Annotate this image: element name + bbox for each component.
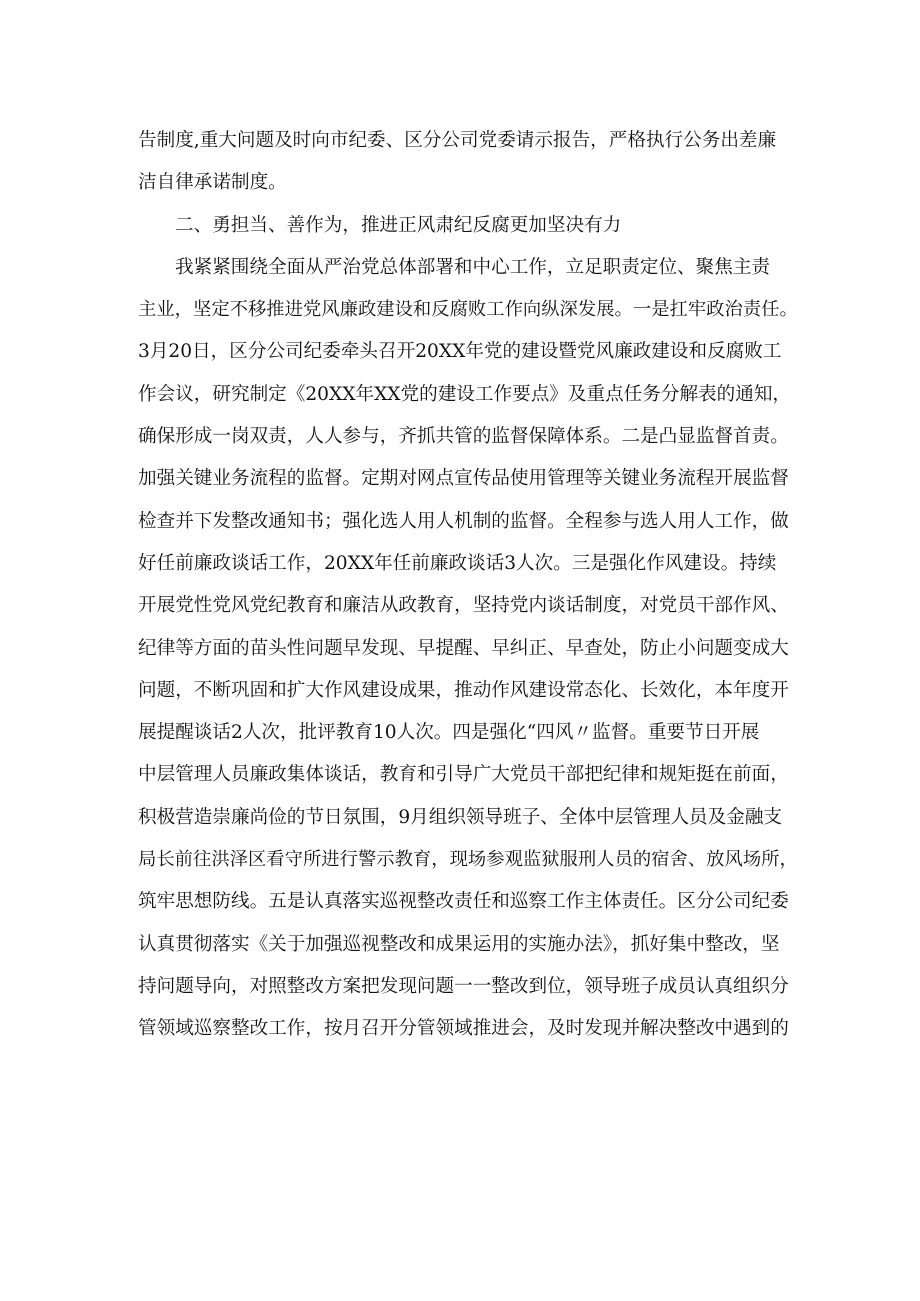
- text-line: 认真贯彻落实《关于加强巡视整改和成果运用的实施办法》，抓好集中整改，坚: [138, 933, 780, 955]
- text-line: 作会议，研究制定《20XX年XX党的建设工作要点》及重点任务分解表的通知，: [138, 383, 792, 405]
- text-line: 积极营造崇廉尚俭的节日氛围，9月组织领导班子、全体中层管理人员及金融支: [138, 806, 783, 828]
- text-line: 展提醒谈话2人次，批评教育10人次。四是强化“四风〃监督。重要节日开展: [138, 722, 760, 744]
- text-line: 管领域巡察整改工作，按月召开分管领域推进会，及时发现并解决整改中遇到的: [138, 1018, 789, 1040]
- text-line: 确保形成一岗双责，人人参与，齐抓共管的监督保障体系。二是凸显监督首责。: [138, 426, 789, 448]
- text-line: 纪律等方面的苗头性问题早发现、早提醒、早纠正、早查处，防止小问题变成大: [138, 637, 789, 659]
- text-line: 问题，不断巩固和扩大作风建设成果，推动作风建设常态化、长效化，本年度开: [138, 679, 789, 701]
- text-line: 我紧紧围绕全面从严治党总体部署和中心工作，立足职责定位、聚焦主责: [175, 256, 771, 278]
- document-body: [138, 120, 798, 1051]
- text-line: 告制度,重大问题及时向市纪委、区分公司党委请示报告，严格执行公务出差廉: [138, 130, 777, 151]
- text-line: 筑牢思想防线。五是认真落实巡视整改责任和巡察工作主体责任。区分公司纪委: [138, 891, 789, 913]
- text-line: 加强关键业务流程的监督。定期对网点宣传品使用管理等关键业务流程开展监督: [138, 468, 789, 490]
- text-line: 持问题导向，对照整改方案把发现问题一一整改到位，领导班子成员认真组织分: [138, 975, 789, 997]
- text-line: 主业，坚定不移推进党风廉政建设和反腐败工作向纵深发展。一是扛牢政治责任。: [138, 299, 798, 321]
- text-line: 开展党性党风党纪教育和廉洁从政教育，坚持党内谈话制度，对党员干部作风、: [138, 595, 789, 617]
- section-heading: 二、勇担当、善作为，推进正风肃纪反腐更加坚决有力: [175, 214, 622, 236]
- text-line: 局长前往洪泽区看守所进行警示教育，现场参观监狱服刑人员的宿舍、放风场所，: [138, 849, 798, 871]
- text-line: 检查并下发整改通知书；强化选人用人机制的监督。全程参与选人用人工作，做: [138, 510, 789, 532]
- text-line: 洁自律承诺制度。: [138, 172, 287, 194]
- text-line: 好任前廉政谈话工作，20XX年任前廉政谈话3人次。三是强化作风建设。持续: [138, 552, 777, 574]
- text-line: 中层管理人员廉政集体谈话，教育和引导广大党员干部把纪律和规矩挺在前面，: [138, 764, 789, 786]
- text-line: 3月20日，区分公司纪委牵头召开20XX年党的建设暨党风廉政建设和反腐败工: [138, 341, 782, 363]
